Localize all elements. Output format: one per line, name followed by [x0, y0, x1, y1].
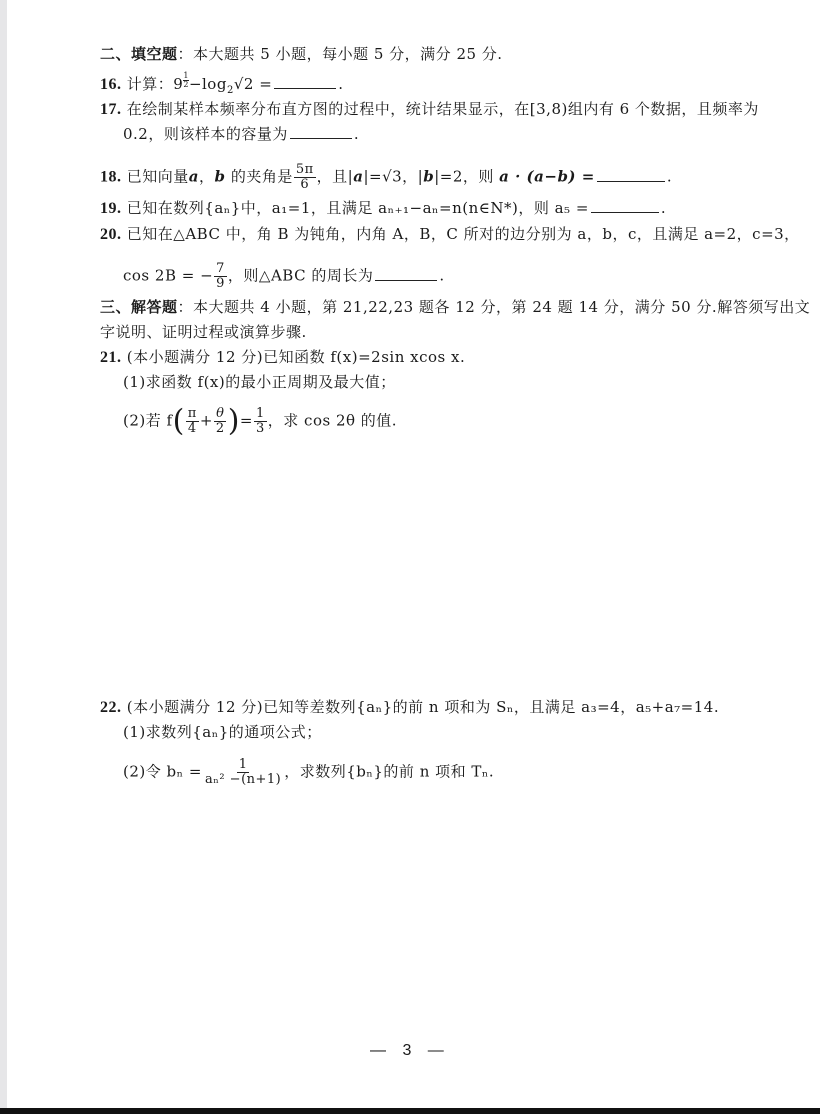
question-17-line2 [123, 124, 359, 144]
equals-sign: = [239, 411, 253, 430]
page-number: — 3 — [370, 1042, 450, 1059]
q18-expression: a · (a−b) = [499, 167, 595, 186]
question-number: 22. [100, 699, 122, 716]
question-18 [100, 163, 672, 192]
q22-part2-prefix: (2)令 bₙ = [123, 762, 202, 781]
q16-log-base: 2 [226, 85, 234, 96]
q22-part2-suffix: ，求数列{bₙ}的前 n 项和 Tₙ. [284, 762, 495, 781]
q18-text: ，且| [316, 167, 354, 186]
right-paren: ) [227, 403, 240, 439]
section-3-title: 三、解答题 [100, 298, 178, 316]
question-20 [100, 224, 800, 245]
question-number: 21. [100, 349, 122, 366]
answer-blank[interactable] [274, 74, 336, 89]
q20-text-line2: ，则△ABC 的周长为 [227, 266, 374, 285]
q21-part-2 [123, 403, 398, 439]
period: . [353, 125, 360, 143]
q16-base: 9 [173, 75, 184, 93]
period: . [660, 199, 667, 217]
fraction-theta-2: $\frac{\theta}{2}$ [215, 406, 225, 436]
fraction-pi-4: $\frac{\pi}{4}$ [187, 406, 197, 436]
q19-text: 已知在数列{aₙ}中，a₁=1，且满足 aₙ₊₁−aₙ=n(n∈N*)，则 a₅ = [126, 199, 589, 217]
question-22 [100, 697, 719, 718]
vector-a: a [188, 167, 200, 186]
q17-text-line2: 0.2，则该样本的容量为 [123, 125, 288, 143]
q22-stem: (本小题满分 12 分)已知等差数列{aₙ}的前 n 项和为 Sₙ，且满足 a₃=4，a₅+a₇=14. [126, 698, 720, 716]
section-3-desc-line2: 字说明、证明过程或演算步骤. [100, 323, 307, 341]
section-2-title: 二、填空题 [100, 45, 178, 63]
answer-blank[interactable] [597, 167, 665, 182]
fraction-5pi-6: $\frac{5\pi}{6}$ [295, 162, 314, 192]
fraction-bn: $\frac{1}{\text{aₙ² −(n+1)}}$ [204, 757, 282, 787]
left-paren: ( [172, 403, 185, 439]
q16-prefix: 计算： [126, 75, 174, 93]
q20-cos-expression: cos 2B = − [123, 266, 214, 285]
q22-part1-text: (1)求数列{aₙ}的通项公式； [123, 723, 322, 741]
q22-part-1 [123, 722, 322, 742]
plus-sign: + [199, 411, 213, 430]
fraction-7-9: $\frac{7}{9}$ [216, 261, 225, 291]
question-19 [100, 198, 666, 219]
question-number: 17. [100, 101, 122, 118]
question-number: 20. [100, 226, 122, 243]
q16-exponent: $\frac{1}{2}$ [183, 71, 189, 89]
section-2-desc: ：本大题共 5 小题，每小题 5 分，满分 25 分. [177, 45, 503, 63]
q21-part-1 [123, 372, 396, 392]
q21-part2-suffix: ，求 cos 2θ 的值. [267, 411, 398, 430]
comma: ， [199, 167, 215, 186]
period: . [666, 167, 673, 186]
period: . [439, 266, 445, 285]
q17-text-line1: 在绘制某样本频率分布直方图的过程中，统计结果显示，在[3,8)组内有 6 个数据，且频率为 [126, 100, 759, 118]
question-number: 19. [100, 200, 122, 217]
question-21 [100, 347, 465, 368]
q20-text-line1: 已知在△ABC 中，角 B 为钝角，内角 A，B，C 所对的边分别为 a，b，c，且满足 a=2，c=3， [126, 225, 800, 243]
q21-stem: (本小题满分 12 分)已知函数 f(x)=2sin xcos x. [126, 348, 466, 366]
period: . [338, 75, 344, 93]
q22-part-2 [123, 758, 494, 787]
q18-text: |=2，则 [434, 167, 500, 186]
section-2-header [100, 44, 503, 64]
viewer-bottom-edge [0, 1108, 820, 1114]
vector-b: b [214, 167, 226, 186]
q21-part1-text: (1)求函数 f(x)的最小正周期及最大值； [123, 373, 396, 391]
answer-blank[interactable] [375, 266, 437, 281]
q21-part2-prefix: (2)若 f [123, 411, 173, 430]
q16-log: −log [188, 75, 227, 93]
fraction-1-3: $\frac{1}{3}$ [256, 406, 265, 436]
section-3-header [100, 297, 810, 317]
answer-blank[interactable] [290, 124, 352, 139]
question-number: 18. [100, 168, 122, 186]
q16-equals: = [259, 75, 273, 93]
q18-text: |=√3，| [363, 167, 424, 186]
q18-text: 的夹角是 [225, 167, 293, 186]
vector-a: a [353, 167, 364, 186]
question-17 [100, 99, 759, 120]
question-16 [100, 71, 344, 101]
section-3-header-line2 [100, 322, 307, 342]
question-20-line2 [123, 262, 445, 291]
q16-sqrt: √2 [233, 75, 254, 93]
answer-blank[interactable] [591, 198, 659, 213]
q18-text: 已知向量 [126, 167, 189, 186]
question-number: 16. [100, 76, 122, 93]
vector-b: b [423, 167, 435, 186]
section-3-desc: ：本大题共 4 小题，第 21,22,23 题各 12 分，第 24 题 14 分，满分 50 分.解答须写出文 [177, 298, 811, 316]
